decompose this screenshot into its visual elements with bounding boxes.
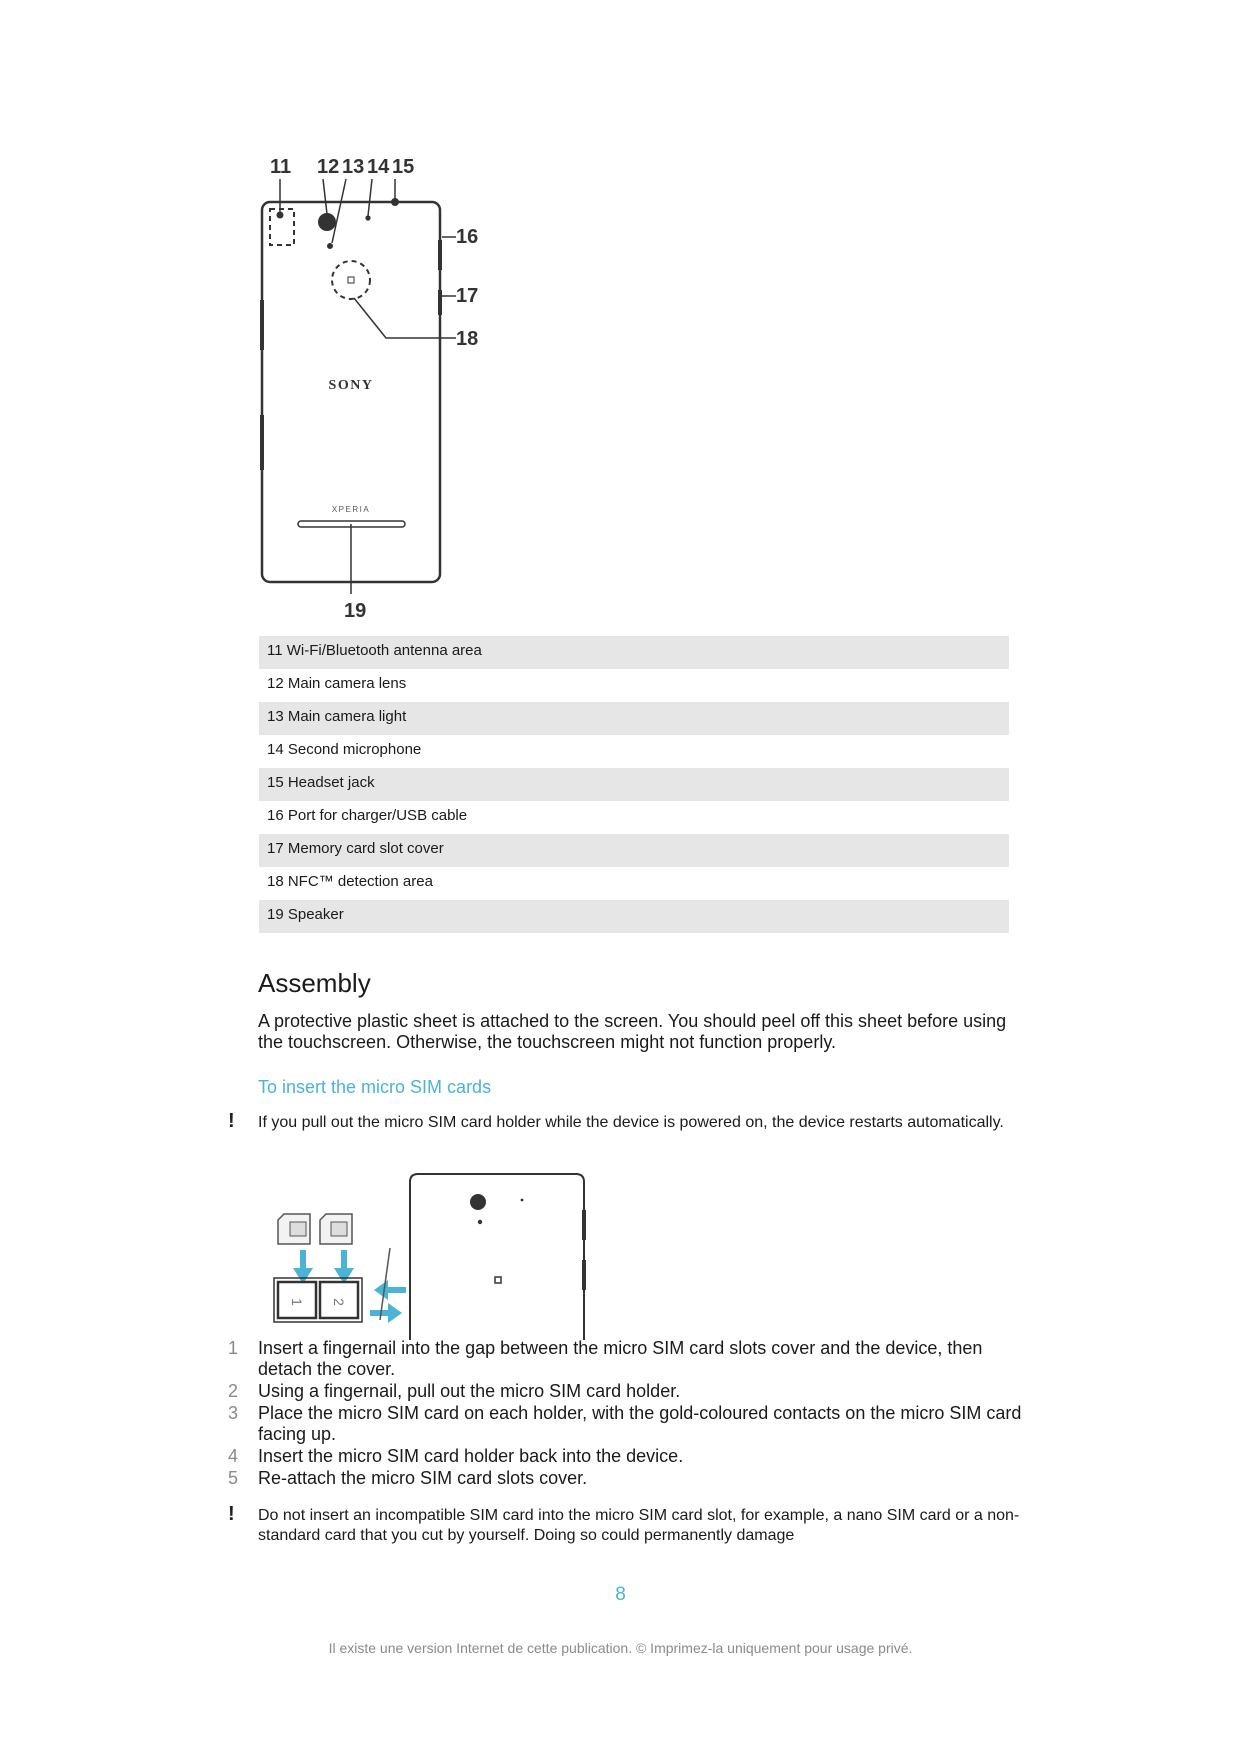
xperia-logo: XPERIA: [331, 505, 371, 514]
camera-lens-icon: [319, 214, 335, 230]
warning-note-text: If you pull out the micro SIM card holder while the device is powered on, the device restarts automatically.: [258, 1114, 1004, 1131]
callout-14: 14: [367, 156, 390, 178]
legend-row: 11 Wi-Fi/Bluetooth antenna area: [259, 636, 1009, 669]
callout-12: 12: [317, 156, 340, 178]
warning-note-text: Do not insert an incompatible SIM card into the micro SIM card slot, for example, a nano SIM card or a non-standard card that you cut by yourself. Doing so could permanently damage: [258, 1507, 1020, 1544]
steps-list: [228, 1338, 1028, 1490]
sony-logo: SONY: [328, 378, 374, 393]
step-number: 5: [228, 1468, 239, 1488]
step-text: Using a fingernail, pull out the micro SIM card holder.: [258, 1381, 681, 1401]
list-item: [228, 1468, 1028, 1489]
step-text: Insert a fingernail into the gap between the micro SIM card slots cover and the device, then detach the cover.: [258, 1338, 983, 1379]
page-number: 8: [615, 1584, 626, 1605]
list-item: [228, 1381, 1028, 1402]
nfc-area: [332, 261, 370, 299]
parts-legend-table: [259, 636, 1009, 933]
legend-row: 17 Memory card slot cover: [259, 834, 1009, 867]
phone-outline: [410, 1174, 584, 1340]
callout-13: 13: [342, 156, 365, 178]
list-item: [228, 1338, 1028, 1380]
step-text: Re-attach the micro SIM card slots cover.: [258, 1468, 588, 1488]
legend-row: 12 Main camera lens: [259, 669, 1009, 702]
step-number: 2: [228, 1381, 239, 1401]
camera-lens-icon: [470, 1194, 486, 1210]
legend-row: 18 NFC™ detection area: [259, 867, 1009, 900]
page-footer: Il existe une version Internet de cette publication. © Imprimez-la uniquement pour usage privé.: [328, 1640, 913, 1656]
callout-18: 18: [456, 328, 479, 350]
step-text: Place the micro SIM card on each holder, with the gold-coloured contacts on the micro SIM card facing up.: [258, 1403, 1022, 1444]
exclamation-icon: !: [228, 1110, 235, 1132]
slot-label-1: 1: [289, 1298, 305, 1306]
callout-16: 16: [456, 226, 479, 248]
assembly-intro-paragraph: A protective plastic sheet is attached to the screen. You should peel off this sheet before using the touchscreen. Otherwise, the touchscreen might not function properly.: [258, 1011, 1007, 1052]
callout-11: 11: [270, 156, 292, 178]
subheading-insert-sim: To insert the micro SIM cards: [258, 1077, 492, 1097]
exclamation-icon: !: [228, 1503, 235, 1525]
legend-row: 14 Second microphone: [259, 735, 1009, 768]
step-text: Insert the micro SIM card holder back into the device.: [258, 1446, 684, 1466]
callout-15: 15: [392, 156, 415, 178]
legend-row: 16 Port for charger/USB cable: [259, 801, 1009, 834]
callout-17: 17: [456, 285, 479, 307]
step-number: 3: [228, 1403, 239, 1423]
step-number: 1: [228, 1338, 239, 1358]
legend-row: 15 Headset jack: [259, 768, 1009, 801]
callout-19: 19: [344, 600, 367, 622]
list-item: [228, 1446, 1028, 1467]
step-number: 4: [228, 1446, 239, 1466]
sim-insertion-figure: [270, 1170, 620, 1340]
section-heading-assembly: Assembly: [258, 968, 371, 998]
list-item: [228, 1403, 1028, 1445]
phone-back-figure: [240, 150, 540, 630]
slot-label-2: 2: [331, 1298, 347, 1306]
legend-row: 13 Main camera light: [259, 702, 1009, 735]
legend-row: 19 Speaker: [259, 900, 1009, 933]
